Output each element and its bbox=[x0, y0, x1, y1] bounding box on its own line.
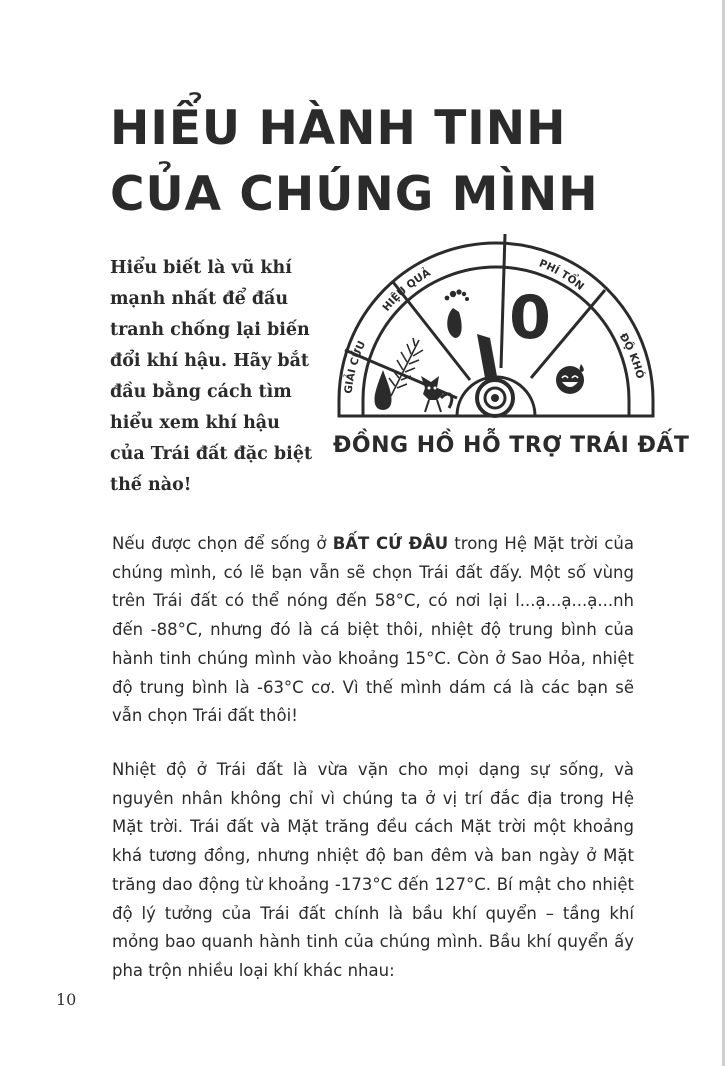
earth-support-gauge bbox=[337, 228, 655, 424]
paragraph-2: Nhiệt độ ở Trái đất là vừa vặn cho mọi dạng sự sống, và nguyên nhân không chỉ vì chúng ta ở vị trí đắc địa trong Hệ Mặt trời. Trái đất và Mặt trăng đều cách Mặt trời một khoảng khá tương đồng, nhưng nhiệt độ ban đêm và ban ngày ở Mặt trăng dao động từ khoảng -173°C đến 127°C. Bí mật cho nhiệt độ lý tưởng của Trái đất chính là bầu khí quyển – tầng khí mỏng bao quanh hành tinh của chúng mình. Bầu khí quyển ấy pha trộn nhiều loại khí khác nhau: bbox=[112, 760, 634, 980]
page-number: 10 bbox=[56, 990, 77, 1009]
paragraph-1 bbox=[112, 530, 634, 731]
label-do-kho: ĐỘ KHÓ bbox=[616, 331, 646, 381]
label-hieu-qua: HIỆU QUẢ bbox=[380, 266, 433, 314]
gauge-caption: ĐỒNG HỒ HỖ TRỢ TRÁI ĐẤT bbox=[333, 433, 690, 458]
cost-value: 0 bbox=[509, 283, 551, 353]
intro-text: Hiểu biết là vũ khí mạnh nhất để đấu tranh chống lại biến đổi khí hậu. Hãy bắt đầu bằng cách tìm hiểu xem khí hậu của Trái đất đặc biệt thế nào! bbox=[110, 258, 313, 495]
paragraph-1-emphasis: BẤT CỨ ĐÂU bbox=[332, 534, 449, 553]
gauge-hub bbox=[477, 380, 513, 416]
label-phi-ton: PHÍ TỔN bbox=[537, 257, 587, 293]
paragraph-1-end: trong Hệ Mặt trời của chúng mình, có lẽ bạn vẫn sẽ chọn Trái đất đấy. Một số vùng trên Trái đất có thể nóng đến 58°C, có nơi lại l...ạ...ạ...ạ...nh đến -88°C, nhưng đó là cá biệt thôi, nhiệt độ trung bình của hành tinh chúng mình vào khoảng 15°C. Còn ở Sao Hỏa, nhiệt độ trung bình là -63°C cơ. Vì thế mình dám cá là các bạn sẽ vẫn chọn Trái đất thôi! bbox=[112, 534, 634, 726]
paragraph-1-start: Nếu được chọn để sống ở bbox=[112, 534, 333, 553]
label-giai-cuu: GIẢI CỨU bbox=[342, 339, 369, 395]
page-title: HIỂU HÀNH TINH CỦA CHÚNG MÌNH bbox=[110, 101, 599, 222]
